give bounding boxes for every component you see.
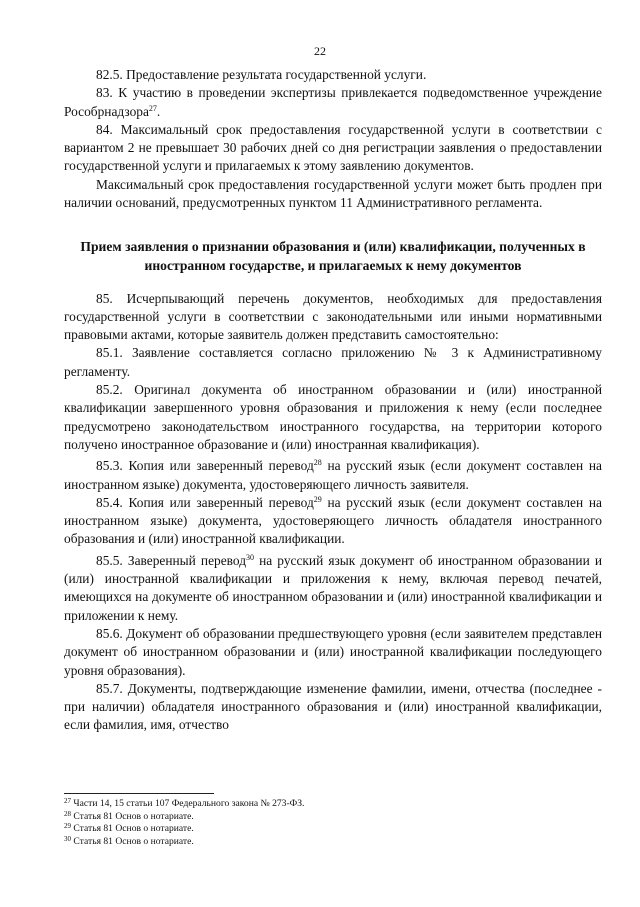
footnote-ref-28: 28 bbox=[313, 458, 322, 468]
paragraph-85-1: 85.1. Заявление составляется согласно приложению № 3 к Административному регламенту. bbox=[64, 345, 602, 379]
paragraph-84: 84. Максимальный срок предоставления государственной услуги в соответствии с вариантом 2 не превышает 30 рабочих дней со дня регистрации заявления о предоставлении государственной услуги и прилагаемых к этому заявлению документов. bbox=[64, 121, 602, 174]
paragraph-85-3: 85.3. Копия или заверенный перевод$^{28}$ на русский язык (если документ составлен на иностранном языке) документа, удостоверяющего личность заявителя. bbox=[64, 458, 602, 492]
paragraph-85-4: 85.4. Копия или заверенный перевод$^{29}$ на русский язык (если документ составлен на иностранном языке) документа, удостоверяющего личность обладателя иностранного образования и (или) иностранной квалификации. bbox=[64, 494, 602, 547]
paragraph-85-6: 85.6. Документ об образовании предшествующего уровня (если заявителем представлен документ об иностранном образовании и (или) иностранной квалификации последующего уровня образования). bbox=[64, 625, 602, 678]
paragraph-85-2: 85.2. Оригинал документа об иностранном образовании и (или) иностранной квалификации завершенного уровня образования и приложения к нему (если последнее предусмотрено законодательством иностранного государства, на территории которого получено иностранное образование и (или) иностранная квалификация). bbox=[64, 382, 602, 452]
footnote-ref-29: 29 bbox=[313, 494, 322, 504]
footnote-29: $^{29}$ Статья 81 Основ о нотариате. bbox=[64, 822, 194, 835]
paragraph-84-extension: Максимальный срок предоставления государственной услуги может быть продлен при наличии оснований, предусмотренных пунктом 11 Административного регламента. bbox=[64, 176, 602, 211]
paragraph-85: 85. Исчерпывающий перечень документов, необходимых для предоставления государственной услуги в соответствии с законодательными или иными нормативными правовыми актами, которые заявитель должен представить самостоятельно: bbox=[64, 290, 602, 343]
section-heading: Прием заявления о признании образования и (или) квалификации, полученных в иностранном государстве, и прилагаемых к нему документов bbox=[80, 239, 586, 273]
footnote-ref-27: 27 bbox=[148, 103, 157, 113]
page-number: 22 bbox=[314, 44, 326, 58]
footnote-30: $^{30}$ Статья 81 Основ о нотариате. bbox=[64, 834, 194, 847]
paragraph-85-5: 85.5. Заверенный перевод$^{30}$ на русский язык документ об иностранном образовании и (или) иностранной квалификации и приложения к нему, включая перевод печатей, имеющихся на документе об иностранном образовании и (или) иностранной квалификации и приложении к нему. bbox=[64, 552, 602, 623]
footnote-28: $^{28}$ Статья 81 Основ о нотариате. bbox=[64, 809, 194, 822]
document-body bbox=[64, 66, 602, 735]
paragraph-85-7: 85.7. Документы, подтверждающие изменение фамилии, имени, отчества (последнее - при наличии) обладателя иностранного образования и (или) иностранной квалификации, если фамилия, имя, отчество bbox=[64, 680, 602, 733]
footnote-27: $^{27}$ Части 14, 15 статьи 107 Федерального закона № 273-ФЗ. bbox=[64, 797, 305, 809]
paragraph-82-5: 82.5. Предоставление результата государственной услуги. bbox=[96, 67, 427, 82]
paragraph-83: 83. К участию в проведении экспертизы привлекается подведомственное учреждение Рособрнадзора$^{27}$. bbox=[64, 85, 602, 119]
footnote-ref-30: 30 bbox=[246, 552, 255, 562]
footnotes bbox=[64, 793, 602, 848]
footnote-divider bbox=[64, 793, 214, 794]
